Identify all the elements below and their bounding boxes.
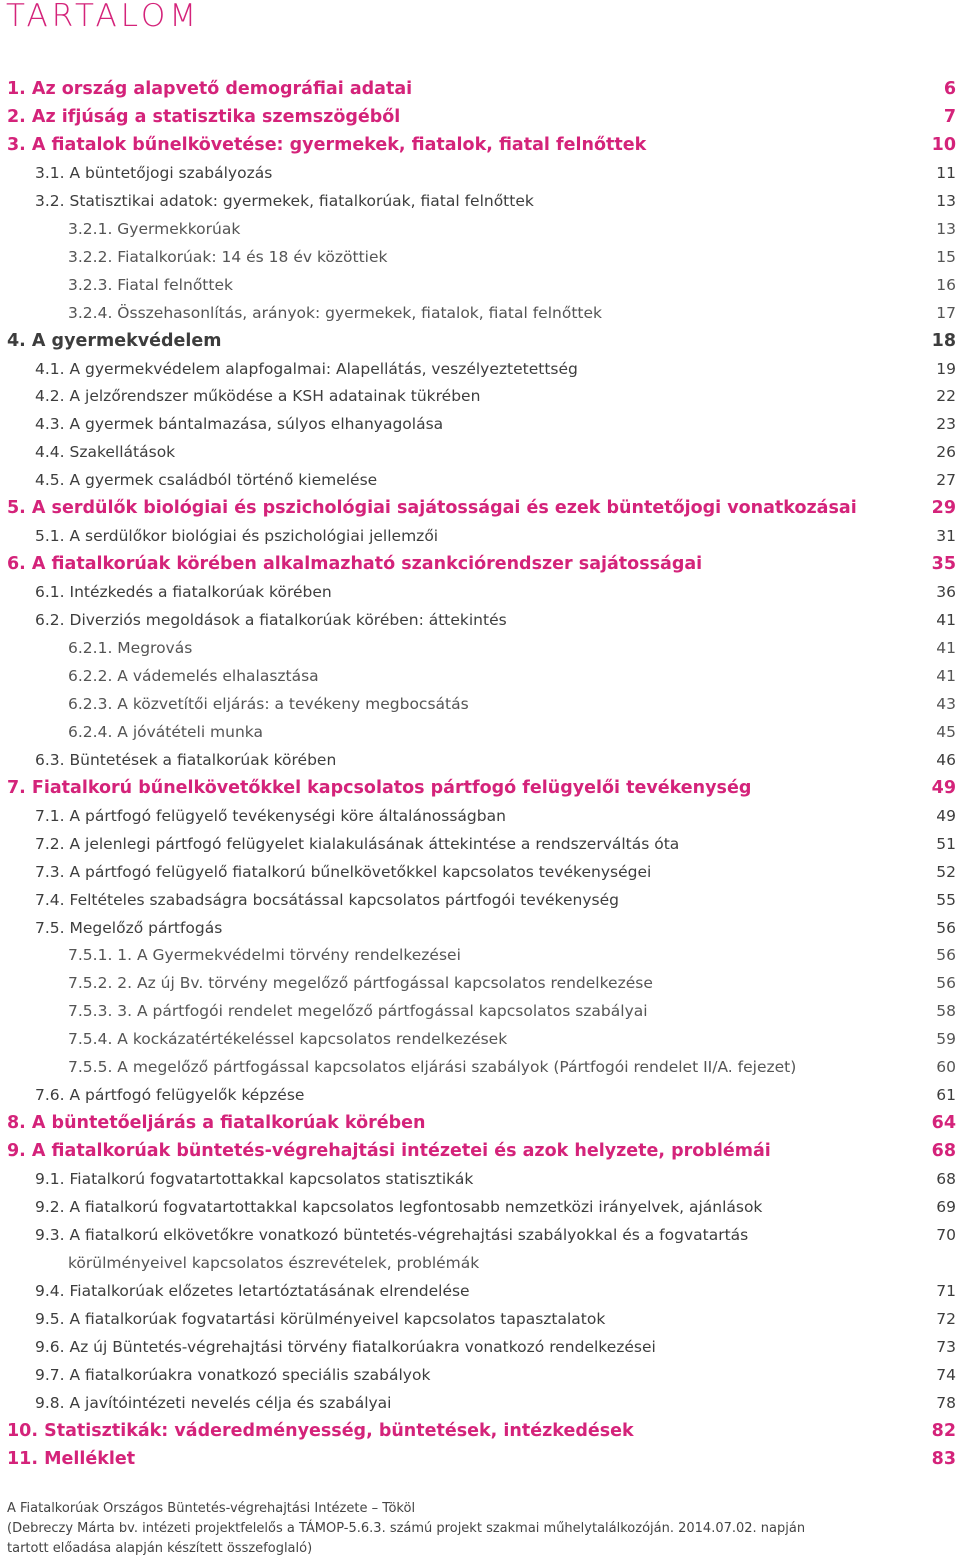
toc-entry-page-number: 49: [936, 806, 956, 825]
toc-entry[interactable]: [0, 1389, 960, 1417]
toc-entry-page-number: 22: [936, 387, 956, 406]
toc-entry-label: 7.3. A pártfogó felügyelő fiatalkorú bűnelkövetőkkel kapcsolatos tevékenységei: [35, 862, 652, 881]
toc-entry-page-number: 13: [936, 219, 956, 238]
toc-entry-page-number: 43: [936, 694, 956, 713]
toc-entry[interactable]: [0, 606, 960, 634]
toc-entry-label: 5.1. A serdülőkor biológiai és pszichológiai jellemzői: [35, 527, 439, 546]
toc-entry-label: 3. A fiatalok bűnelkövetése: gyermekek, fiatalok, fiatal felnőttek: [7, 134, 647, 155]
toc-entry-page-number: 60: [936, 1058, 956, 1077]
toc-entry[interactable]: [0, 997, 960, 1025]
toc-entry[interactable]: [0, 215, 960, 243]
toc-entry[interactable]: [0, 299, 960, 327]
toc-entry-page-number: 19: [936, 359, 956, 378]
toc-entry-page-number: 56: [936, 946, 956, 965]
toc-entry[interactable]: [0, 355, 960, 383]
toc-entry-page-number: 68: [931, 1141, 956, 1162]
toc-entry-page-number: 51: [936, 834, 956, 853]
toc-entry[interactable]: [0, 1305, 960, 1333]
toc-entry-label: 2. Az ifjúság a statisztika szemszögéből: [7, 106, 401, 127]
toc-entry[interactable]: [0, 802, 960, 830]
toc-entry-page-number: 71: [936, 1281, 956, 1300]
toc-entry[interactable]: [0, 1081, 960, 1109]
toc-entry[interactable]: [0, 886, 960, 914]
toc-entry-page-number: 58: [936, 1002, 956, 1021]
toc-entry-page-number: 18: [931, 330, 956, 351]
toc-entry-page-number: 31: [936, 527, 956, 546]
toc-entry-label: 4.3. A gyermek bántalmazása, súlyos elhanyagolása: [35, 415, 444, 434]
toc-entry-page-number: 10: [931, 134, 956, 155]
toc-entry-page-number: 16: [936, 275, 956, 294]
toc-entry[interactable]: [0, 271, 960, 299]
toc-entry[interactable]: [0, 662, 960, 690]
toc-entry-label: 9.1. Fiatalkorú fogvatartottakkal kapcsolatos statisztikák: [35, 1170, 474, 1189]
toc-entry-label: 7.1. A pártfogó felügyelő tevékenységi köre általánosságban: [35, 806, 506, 825]
toc-entry-page-number: 70: [936, 1225, 956, 1244]
toc-entry-page-number: 41: [936, 666, 956, 685]
toc-entry[interactable]: [0, 1249, 960, 1277]
toc-entry-page-number: 46: [936, 750, 956, 769]
toc-entry[interactable]: [0, 969, 960, 997]
toc-entry[interactable]: [0, 858, 960, 886]
toc-entry[interactable]: [0, 578, 960, 606]
toc-entry-label: 1. Az ország alapvető demográfiai adatai: [7, 79, 413, 99]
toc-entry[interactable]: [0, 914, 960, 942]
toc-entry[interactable]: [0, 690, 960, 718]
toc-entry-label: 6.2.3. A közvetítői eljárás: a tevékeny megbocsátás: [68, 694, 469, 713]
toc-entry[interactable]: [0, 466, 960, 494]
toc-entry-label: 11. Melléklet: [7, 1448, 136, 1469]
toc-entry[interactable]: [0, 522, 960, 550]
toc-entry-page-number: 72: [936, 1309, 956, 1328]
toc-entry[interactable]: [0, 1361, 960, 1389]
toc-entry-page-number: 56: [936, 974, 956, 993]
toc-entry[interactable]: [0, 634, 960, 662]
toc-entry-label: 3.1. A büntetőjogi szabályozás: [35, 163, 273, 182]
toc-entry[interactable]: [0, 159, 960, 187]
toc-entry-page-number: 26: [936, 443, 956, 462]
toc-entry-label: 6. A fiatalkorúak körében alkalmazható szankciórendszer sajátosságai: [7, 554, 703, 575]
toc-entry-page-number: 78: [936, 1393, 956, 1412]
toc-entry-label: 4.4. Szakellátások: [35, 443, 176, 462]
footer: [7, 1499, 805, 1559]
toc-entry-label: 6.2.1. Megrovás: [68, 639, 193, 657]
toc-entry-page-number: 52: [936, 862, 956, 881]
footer-line-1: A Fiatalkorúak Országos Büntetés-végrehajtási Intézete – Tököl: [7, 1501, 416, 1516]
toc-entry-label: 3.2.4. Összehasonlítás, arányok: gyermekek, fiatalok, fiatal felnőttek: [68, 303, 602, 322]
toc-entry[interactable]: [0, 187, 960, 215]
toc-entry[interactable]: [0, 438, 960, 466]
toc-entry-label: 9.8. A javítóintézeti nevelés célja és szabályai: [35, 1393, 392, 1412]
toc-entry-label: 7.5.2. 2. Az új Bv. törvény megelőző pártfogással kapcsolatos rendelkezése: [68, 974, 653, 993]
toc-entry[interactable]: [0, 1053, 960, 1081]
toc-entry-page-number: 82: [931, 1420, 956, 1441]
toc-entry-label: 7.5.1. 1. A Gyermekvédelmi törvény rendelkezései: [68, 946, 461, 965]
toc-entry-page-number: 29: [931, 498, 956, 519]
toc-entry-label: 6.2. Diverziós megoldások a fiatalkorúak körében: áttekintés: [35, 611, 507, 630]
toc-entry[interactable]: [0, 1137, 960, 1165]
toc-entry-page-number: 17: [936, 303, 956, 322]
toc-entry[interactable]: [0, 103, 960, 131]
toc-entry-page-number: 7: [943, 106, 956, 127]
toc-entry[interactable]: [0, 1277, 960, 1305]
toc-entry-label: 3.2.2. Fiatalkorúak: 14 és 18 év közöttiek: [68, 247, 388, 266]
toc-entry-label: 6.1. Intézkedés a fiatalkorúak körében: [35, 583, 332, 602]
toc-entry[interactable]: [0, 1193, 960, 1221]
toc-entry[interactable]: [0, 382, 960, 410]
toc-entry-label: 6.2.2. A vádemelés elhalasztása: [68, 666, 319, 685]
toc-entry-page-number: 35: [931, 554, 956, 575]
toc-entry-label: 6.2.4. A jóvátételi munka: [68, 722, 263, 741]
toc-entry-label: 7.5. Megelőző pártfogás: [35, 918, 223, 937]
toc-entry-label: 7.5.3. 3. A pártfogói rendelet megelőző pártfogással kapcsolatos szabályai: [68, 1002, 648, 1021]
toc-entry[interactable]: [0, 1221, 960, 1249]
toc-entry-label: 7.6. A pártfogó felügyelők képzése: [35, 1086, 305, 1105]
toc-entry-page-number: 74: [936, 1365, 956, 1384]
toc-entry-page-number: 23: [936, 415, 956, 434]
toc-entry-page-number: 61: [936, 1086, 956, 1105]
toc-entry-page-number: 73: [936, 1337, 956, 1356]
toc-entry[interactable]: [0, 243, 960, 271]
toc-entry-page-number: 13: [936, 191, 956, 210]
toc-entry-page-number: 56: [936, 918, 956, 937]
toc-entry-label: 7.5.4. A kockázatértékeléssel kapcsolatos rendelkezések: [68, 1030, 508, 1049]
toc-entry[interactable]: [0, 1025, 960, 1053]
toc-entry-page-number: 49: [931, 777, 956, 798]
toc-entry-page-number: 11: [936, 163, 956, 182]
toc-entry-label: 9.2. A fiatalkorú fogvatartottakkal kapcsolatos legfontosabb nemzetközi irányelvek, ajánlások: [35, 1198, 763, 1216]
toc-entry-page-number: 6: [943, 79, 956, 99]
toc-entry-label: 4.1. A gyermekvédelem alapfogalmai: Alapellátás, veszélyeztetettség: [35, 359, 578, 378]
toc-entry[interactable]: [0, 410, 960, 438]
toc-entry[interactable]: [0, 774, 960, 802]
toc-entry[interactable]: [0, 941, 960, 969]
footer-line-3: tartott előadása alapján készített összefoglaló): [7, 1541, 313, 1556]
toc-entry[interactable]: [0, 746, 960, 774]
toc-entry-label: 3.2.1. Gyermekkorúak: [68, 219, 241, 238]
toc-entry-label: 9.6. Az új Büntetés-végrehajtási törvény fiatalkorúakra vonatkozó rendelkezései: [35, 1337, 656, 1356]
toc-entry-page-number: 69: [936, 1198, 956, 1216]
toc-entry-label: 4.5. A gyermek családból történő kiemelése: [35, 471, 378, 490]
toc-entry-label: 3.2. Statisztikai adatok: gyermekek, fiatalkorúak, fiatal felnőttek: [35, 191, 534, 210]
toc-entry[interactable]: [0, 718, 960, 746]
toc-entry-page-number: 59: [936, 1030, 956, 1049]
toc-entry[interactable]: [0, 1417, 960, 1445]
toc-entry-label: 9.7. A fiatalkorúakra vonatkozó speciális szabályok: [35, 1365, 431, 1384]
toc-entry-page-number: 64: [931, 1113, 956, 1134]
toc-entry-label: 6.3. Büntetések a fiatalkorúak körében: [35, 750, 337, 769]
toc-entry-label: 5. A serdülők biológiai és pszichológiai sajátosságai és ezek büntetőjogi vonatkozásai: [7, 498, 857, 519]
toc-entry-page-number: 15: [936, 247, 956, 266]
toc-entry-page-number: 68: [936, 1170, 956, 1189]
toc-entry[interactable]: [0, 1333, 960, 1361]
toc-entry-label: 4. A gyermekvédelem: [7, 330, 222, 351]
toc-entry[interactable]: [0, 1445, 960, 1473]
toc-entry-label: 9.3. A fiatalkorú elkövetőkre vonatkozó büntetés-végrehajtási szabályokkal és a fogvatartás: [35, 1225, 749, 1244]
page-title: TARTALOM: [6, 0, 201, 34]
toc-entry-label: 4.2. A jelzőrendszer működése a KSH adatainak tükrében: [35, 387, 481, 406]
toc-entry-label: 7.5.5. A megelőző pártfogással kapcsolatos eljárási szabályok (Pártfogói rendelet II/A. fejezet): [68, 1058, 797, 1077]
toc-entry-page-number: 83: [931, 1448, 956, 1469]
toc-entry-page-number: 27: [936, 471, 956, 490]
toc-entry-page-number: 41: [936, 639, 956, 657]
toc-entry-label: 10. Statisztikák: váderedményesség, büntetések, intézkedések: [7, 1420, 634, 1441]
toc-entry-page-number: 55: [936, 890, 956, 909]
toc-entry-page-number: 41: [936, 611, 956, 630]
toc-entry[interactable]: [0, 75, 960, 103]
toc-entry-page-number: 45: [936, 722, 956, 741]
toc-entry-label: körülményeivel kapcsolatos észrevételek, problémák: [68, 1253, 480, 1272]
toc-entry-label: 9.5. A fiatalkorúak fogvatartási körülményeivel kapcsolatos tapasztalatok: [35, 1309, 606, 1328]
toc-entry-label: 7.4. Feltételes szabadságra bocsátással kapcsolatos pártfogói tevékenység: [35, 890, 619, 909]
toc-entry[interactable]: [0, 830, 960, 858]
toc-entry-label: 9.4. Fiatalkorúak előzetes letartóztatásának elrendelése: [35, 1281, 470, 1300]
toc-entry[interactable]: [0, 494, 960, 522]
toc-entry-label: 7.2. A jelenlegi pártfogó felügyelet kialakulásának áttekintése a rendszerváltás óta: [35, 834, 680, 853]
toc-entry-label: 8. A büntetőeljárás a fiatalkorúak körében: [7, 1113, 426, 1134]
toc-entry-label: 3.2.3. Fiatal felnőttek: [68, 275, 233, 294]
toc-entry[interactable]: [0, 327, 960, 355]
toc-entry[interactable]: [0, 131, 960, 159]
toc-entry-label: 9. A fiatalkorúak büntetés-végrehajtási intézetei és azok helyzete, problémái: [7, 1141, 771, 1162]
footer-line-2: (Debreczy Márta bv. intézeti projektfelelős a TÁMOP-5.6.3. számú projekt szakmai műhelytalálkozóján. 2014.07.02. napján: [7, 1521, 806, 1536]
toc-entry[interactable]: [0, 1109, 960, 1137]
toc-entry-label: 7. Fiatalkorú bűnelkövetőkkel kapcsolatos pártfogó felügyelői tevékenység: [7, 777, 752, 798]
toc-entry[interactable]: [0, 1165, 960, 1193]
toc-entry-page-number: 36: [936, 583, 956, 602]
toc-entry[interactable]: [0, 550, 960, 578]
